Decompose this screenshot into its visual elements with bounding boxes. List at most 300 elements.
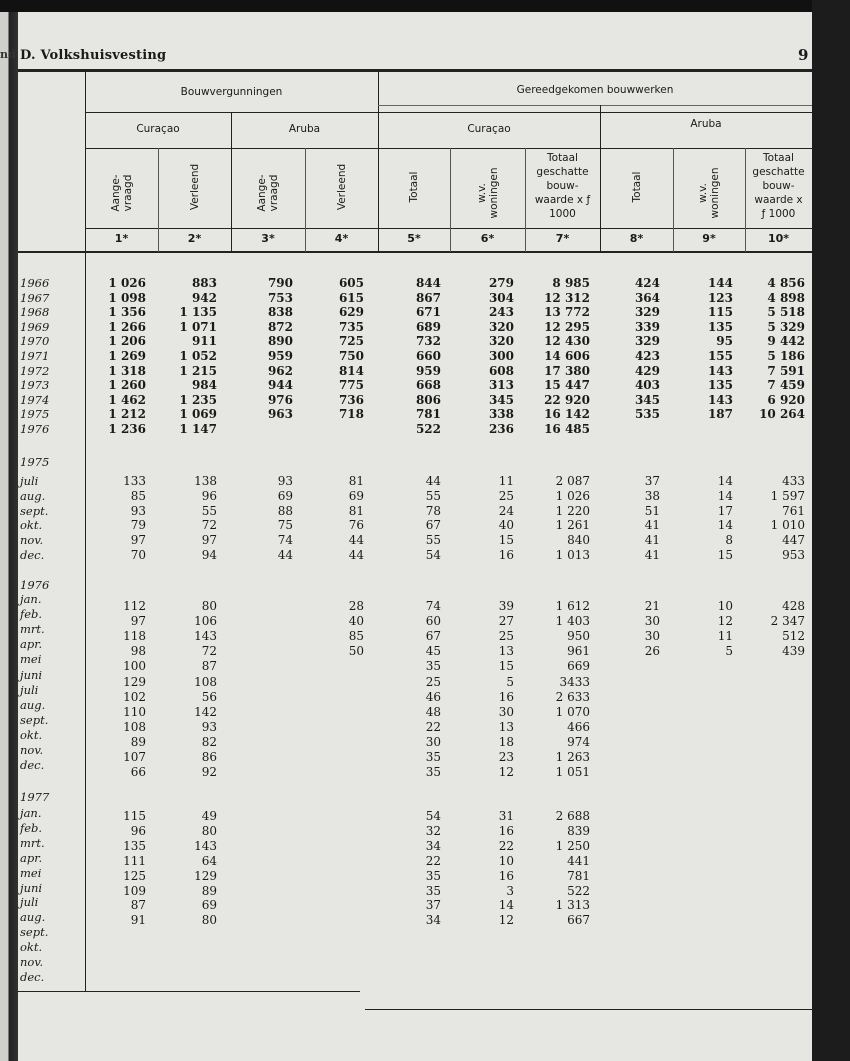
page-number: 9: [798, 46, 809, 64]
row-label: mei: [20, 652, 42, 667]
cell-col-2: 911: [191, 334, 217, 349]
cell-col-2: 87: [201, 659, 217, 674]
cell-col-4: 629: [338, 305, 364, 320]
cell-col-1: 1 098: [108, 290, 146, 305]
cell-col-6: 13: [498, 719, 514, 734]
cell-col-5: 54: [425, 548, 441, 562]
cell-col-1: 1 236: [108, 422, 146, 436]
cell-col-9: 10: [717, 599, 733, 613]
cell-col-1: 109: [123, 883, 146, 898]
cell-col-1: 79: [130, 518, 146, 533]
scan-edge: [812, 0, 850, 1061]
row-label: 1973: [20, 378, 50, 393]
cell-col-7: 781: [567, 868, 590, 883]
sub-aruba-permits: Aruba: [288, 123, 321, 135]
cell-col-8: 41: [644, 548, 660, 562]
cell-col-1: 89: [130, 734, 146, 749]
cell-col-1: 118: [123, 629, 146, 644]
cell-col-1: 85: [130, 488, 146, 503]
cell-col-9: 95: [716, 334, 733, 349]
cell-col-7: 12 312: [544, 290, 590, 305]
cell-col-7: 1 250: [555, 838, 590, 853]
cell-col-9: 14: [717, 474, 733, 488]
cell-col-4: 735: [338, 319, 364, 334]
cell-col-4: 76: [348, 518, 364, 533]
cell-col-6: 14: [498, 898, 514, 913]
cell-col-6: 40: [498, 518, 514, 533]
column-number-7: 7*: [555, 232, 570, 245]
cell-col-7: 12 295: [544, 319, 590, 334]
cell-col-5: 660: [415, 349, 441, 363]
cell-col-7: 1 051: [555, 765, 590, 780]
cell-col-5: 34: [425, 838, 441, 853]
cell-col-10: 6 920: [767, 392, 805, 407]
cell-col-4: 40: [348, 614, 364, 629]
row-label: dec.: [20, 548, 45, 562]
cell-col-5: 35: [425, 765, 441, 780]
cell-col-6: 279: [488, 276, 514, 290]
cell-col-1: 98: [130, 644, 146, 659]
cell-col-10: 761: [782, 503, 805, 518]
row-label: 1968: [20, 305, 50, 320]
cell-col-7: 441: [567, 853, 590, 868]
cell-col-8: 345: [634, 392, 660, 407]
cell-col-8: 403: [634, 378, 660, 393]
cell-col-7: 22 920: [544, 392, 590, 407]
sub-curacao-permits: Curaçao: [136, 123, 180, 135]
row-label: juni: [20, 880, 43, 895]
cell-col-6: 300: [488, 349, 514, 363]
cell-col-2: 80: [201, 913, 217, 928]
cell-col-8: 38: [644, 488, 660, 503]
cell-col-3: 959: [267, 349, 293, 363]
cell-col-4: 50: [348, 644, 364, 659]
cell-col-10: 5 518: [767, 305, 805, 320]
cell-col-7: 1 070: [555, 704, 590, 719]
row-label: okt.: [20, 518, 43, 533]
cell-col-7: 2 688: [555, 809, 590, 823]
cell-col-9: 135: [707, 319, 733, 334]
cell-col-4: 718: [338, 407, 364, 422]
cell-col-6: 5: [506, 674, 514, 689]
cell-col-9: 11: [717, 629, 733, 644]
cell-col-9: 144: [707, 276, 733, 290]
cell-col-4: 81: [348, 474, 364, 488]
cell-col-5: 689: [415, 319, 441, 334]
cell-col-5: 55: [425, 533, 441, 548]
rule: [85, 112, 812, 113]
cell-col-6: 25: [498, 488, 514, 503]
cell-col-5: 48: [425, 704, 441, 719]
top-rule: [18, 69, 812, 72]
cell-col-5: 74: [425, 599, 441, 613]
cell-col-2: 89: [201, 883, 217, 898]
cell-col-10: 4 856: [767, 276, 805, 290]
cell-col-3: 962: [267, 363, 293, 378]
row-label: juli: [20, 895, 39, 910]
cell-col-5: 781: [415, 407, 441, 422]
cell-col-10: 4 898: [767, 290, 805, 305]
column-header-6: w.v. woningen: [475, 167, 500, 219]
cell-col-6: 25: [498, 629, 514, 644]
cell-col-2: 1 052: [179, 349, 217, 363]
cell-col-10: 512: [782, 629, 805, 644]
cell-col-10: 428: [782, 599, 805, 613]
cell-col-9: 155: [707, 349, 733, 363]
sub-aruba-completed: Aruba: [690, 118, 722, 130]
cell-col-9: 8: [725, 533, 733, 548]
cell-col-1: 97: [130, 614, 146, 629]
row-label: aug.: [20, 488, 46, 503]
cell-col-3: 88: [277, 503, 293, 518]
cell-col-6: 16: [498, 548, 514, 562]
cell-col-4: 81: [348, 503, 364, 518]
cell-col-2: 82: [201, 734, 217, 749]
cell-col-6: 338: [488, 407, 514, 422]
cell-col-1: 129: [123, 674, 146, 689]
cell-col-3: 44: [277, 548, 293, 562]
cell-col-5: 668: [415, 378, 441, 393]
cell-col-7: 961: [567, 644, 590, 659]
cell-col-4: 69: [348, 488, 364, 503]
section-heading: 1976: [20, 578, 50, 592]
cell-col-4: 736: [338, 392, 364, 407]
column-number-1: 1*: [114, 232, 129, 245]
cell-col-10: 9 442: [767, 334, 805, 349]
cell-col-4: 750: [338, 349, 364, 363]
cell-col-7: 13 772: [544, 305, 590, 320]
column-header-5: Totaal: [408, 171, 420, 203]
cell-col-7: 522: [567, 883, 590, 898]
cell-col-4: 85: [348, 629, 364, 644]
cell-col-5: 67: [425, 518, 441, 533]
cell-col-6: 320: [488, 319, 514, 334]
cell-col-2: 55: [201, 503, 217, 518]
cell-col-7: 1 013: [555, 548, 590, 562]
cell-col-6: 236: [488, 422, 514, 436]
cell-col-5: 35: [425, 868, 441, 883]
cell-col-7: 15 447: [544, 378, 590, 393]
cell-col-5: 22: [425, 853, 441, 868]
column-number-3: 3*: [261, 232, 275, 245]
cell-col-1: 100: [123, 659, 146, 674]
cell-col-5: 67: [425, 629, 441, 644]
cell-col-2: 143: [194, 838, 217, 853]
cell-col-2: 1 147: [179, 422, 217, 436]
cell-col-3: 753: [267, 290, 293, 305]
cell-col-7: 14 606: [544, 349, 590, 363]
cell-col-1: 110: [123, 704, 146, 719]
cell-col-3: 75: [277, 518, 293, 533]
cell-col-7: 16 485: [544, 422, 590, 436]
cell-col-7: 839: [567, 823, 590, 838]
cell-col-2: 984: [191, 378, 217, 393]
cell-col-2: 138: [194, 474, 217, 488]
cell-col-9: 135: [707, 378, 733, 393]
section-title: D. Volkshuisvesting: [20, 48, 167, 63]
column-number-5: 5*: [407, 232, 421, 245]
row-label: feb.: [20, 607, 43, 622]
column-header-10: Totaal geschatte bouw- waarde x ƒ 1000: [752, 152, 805, 220]
cell-col-3: 976: [267, 392, 293, 407]
cell-col-1: 115: [123, 809, 146, 823]
cell-col-9: 5: [725, 644, 733, 659]
cell-col-7: 1 612: [555, 599, 590, 613]
stub-divider: [85, 72, 86, 992]
cell-col-5: 35: [425, 659, 441, 674]
cell-col-7: 950: [567, 629, 590, 644]
row-label: apr.: [20, 637, 43, 652]
cell-col-2: 56: [201, 689, 217, 704]
cell-col-1: 108: [123, 719, 146, 734]
cell-col-10: 447: [782, 533, 805, 548]
cell-col-1: 93: [130, 503, 146, 518]
cell-col-10: 5 329: [767, 319, 805, 334]
row-label: 1972: [20, 363, 50, 378]
cell-col-7: 8 985: [552, 276, 590, 290]
cell-col-5: 806: [415, 392, 441, 407]
cell-col-7: 17 380: [544, 363, 590, 378]
column-header-2: Verleend: [188, 163, 201, 211]
cell-col-5: 37: [425, 898, 441, 913]
row-label: aug.: [20, 697, 46, 712]
cell-col-9: 115: [707, 305, 733, 320]
cell-col-9: 15: [717, 548, 733, 562]
row-label: mrt.: [20, 622, 45, 637]
cell-col-6: 22: [498, 838, 514, 853]
cell-col-9: 143: [707, 363, 733, 378]
cell-col-4: 725: [338, 334, 364, 349]
cell-col-1: 1 266: [108, 319, 146, 334]
row-label: jan.: [20, 592, 42, 606]
column-number-6: 6*: [480, 232, 495, 245]
cell-col-1: 1 260: [108, 378, 146, 393]
row-label: 1969: [20, 319, 50, 334]
cell-col-2: 64: [201, 853, 217, 868]
row-label: dec.: [20, 969, 45, 984]
cell-col-2: 72: [201, 518, 217, 533]
cell-col-10: 439: [782, 644, 805, 659]
cell-col-2: 1 215: [179, 363, 217, 378]
cell-col-1: 87: [130, 898, 146, 913]
row-label: apr.: [20, 850, 43, 865]
cell-col-10: 1 010: [770, 518, 805, 533]
row-label: 1971: [20, 349, 50, 363]
cell-col-7: 840: [567, 533, 590, 548]
cell-col-6: 24: [498, 503, 514, 518]
cell-col-7: 16 142: [544, 407, 590, 422]
cell-col-2: 106: [194, 614, 217, 629]
row-label: 1975: [20, 407, 50, 422]
cell-col-5: 46: [425, 689, 441, 704]
cell-col-1: 70: [130, 548, 146, 562]
cell-col-7: 669: [567, 659, 590, 674]
cell-col-5: 44: [425, 474, 441, 488]
cell-col-6: 608: [488, 363, 514, 378]
cell-col-2: 96: [201, 488, 217, 503]
row-label: okt.: [20, 727, 43, 742]
cell-col-10: 1 597: [770, 488, 805, 503]
cell-col-7: 3433: [559, 674, 590, 689]
cell-col-3: 69: [277, 488, 293, 503]
cell-col-2: 942: [191, 290, 217, 305]
cell-col-1: 91: [130, 913, 146, 928]
cell-col-2: 1 069: [179, 407, 217, 422]
cell-col-1: 1 462: [108, 392, 146, 407]
row-label: juli: [20, 682, 39, 697]
cell-col-5: 25: [425, 674, 441, 689]
cell-col-5: 54: [425, 809, 441, 823]
cell-col-6: 15: [498, 659, 514, 674]
cell-col-4: 615: [338, 290, 364, 305]
cell-col-1: 97: [130, 533, 146, 548]
cell-col-8: 424: [634, 276, 660, 290]
cell-col-10: 7 591: [767, 363, 805, 378]
cell-col-2: 80: [201, 823, 217, 838]
section-heading: 1977: [20, 790, 50, 804]
cell-col-8: 339: [634, 319, 660, 334]
cell-col-5: 60: [425, 614, 441, 629]
cell-col-8: 30: [644, 629, 660, 644]
cell-col-10: 2 347: [770, 614, 805, 629]
cell-col-8: 37: [644, 474, 660, 488]
cell-col-7: 2 633: [555, 689, 590, 704]
row-label: 1967: [20, 290, 50, 305]
row-label: juli: [20, 474, 39, 488]
cell-col-2: 883: [191, 276, 217, 290]
cell-col-6: 12: [498, 913, 514, 928]
section-heading: 1975: [20, 455, 50, 469]
cell-col-2: 108: [194, 674, 217, 689]
cell-col-1: 1 026: [108, 276, 146, 290]
cell-col-3: 74: [277, 533, 293, 548]
column-number-10: 10*: [767, 232, 790, 245]
cell-col-5: 844: [415, 276, 441, 290]
cell-col-8: 21: [644, 599, 660, 613]
cell-col-8: 329: [634, 334, 660, 349]
sub-curacao-completed: Curaçao: [467, 123, 511, 135]
cell-col-5: 55: [425, 488, 441, 503]
cell-col-5: 30: [425, 734, 441, 749]
row-label: sept.: [20, 925, 49, 940]
cell-col-4: 814: [338, 363, 364, 378]
cell-col-3: 872: [267, 319, 293, 334]
cell-col-10: 433: [782, 474, 805, 488]
cell-col-2: 1 071: [179, 319, 217, 334]
cell-col-1: 125: [123, 868, 146, 883]
cell-col-9: 17: [717, 503, 733, 518]
cell-col-6: 16: [498, 689, 514, 704]
row-label: nov.: [20, 533, 44, 548]
column-number-2: 2*: [187, 232, 202, 245]
cell-col-6: 23: [498, 750, 514, 764]
cell-col-5: 732: [415, 334, 441, 349]
cell-col-9: 143: [707, 392, 733, 407]
cell-col-2: 97: [201, 533, 217, 548]
cell-col-1: 1 318: [108, 363, 146, 378]
column-header-4: Verleend: [335, 163, 348, 211]
cell-col-9: 12: [717, 614, 733, 629]
cell-col-6: 18: [498, 734, 514, 749]
row-label: nov.: [20, 955, 44, 969]
cell-col-3: 93: [277, 474, 293, 488]
cell-col-1: 112: [123, 599, 146, 613]
cell-col-8: 329: [634, 305, 660, 320]
column-header-9: w.v. woningen: [697, 167, 721, 219]
cell-col-9: 123: [707, 290, 733, 305]
cell-col-6: 11: [498, 474, 514, 488]
cell-col-8: 535: [634, 407, 660, 422]
cell-col-1: 1 269: [108, 349, 146, 363]
cell-col-2: 49: [201, 809, 217, 823]
row-label: 1976: [20, 422, 50, 436]
row-label: nov.: [20, 743, 44, 757]
cell-col-6: 31: [498, 809, 514, 823]
cell-col-7: 667: [567, 913, 590, 928]
column-header-8: Totaal: [630, 171, 643, 203]
cell-col-8: 429: [634, 363, 660, 378]
cell-col-7: 974: [567, 734, 590, 749]
column-number-8: 8*: [629, 232, 644, 245]
cell-col-7: 2 087: [555, 474, 590, 488]
cell-col-6: 3: [506, 883, 514, 898]
edge-fragment: nd: [0, 48, 16, 61]
cell-col-6: 15: [498, 533, 514, 548]
row-label: 1974: [20, 392, 50, 407]
cell-col-4: 28: [348, 599, 364, 613]
row-label: sept.: [20, 503, 49, 518]
cell-col-6: 13: [498, 644, 514, 659]
cell-col-2: 80: [201, 599, 217, 613]
cell-col-2: 92: [201, 765, 217, 780]
binding-edge: [0, 12, 18, 1061]
cell-col-7: 1 403: [555, 614, 590, 629]
cell-col-2: 72: [201, 644, 217, 659]
cell-col-9: 14: [717, 488, 733, 503]
cell-col-7: 1 261: [555, 518, 590, 533]
cell-col-6: 27: [498, 614, 514, 629]
row-label: 1966: [20, 276, 50, 290]
cell-col-4: 44: [348, 533, 364, 548]
cell-col-10: 7 459: [767, 378, 805, 393]
group-bouwvergunningen: Bouwvergunningen: [180, 86, 283, 98]
cell-col-2: 1 235: [179, 392, 217, 407]
cell-col-3: 944: [267, 378, 293, 393]
cell-col-6: 345: [488, 392, 514, 407]
cell-col-1: 133: [123, 474, 146, 488]
column-number-9: 9*: [702, 232, 716, 245]
cell-col-1: 1 212: [108, 407, 146, 422]
cell-col-10: 953: [782, 548, 805, 562]
cell-col-1: 66: [130, 765, 146, 780]
row-label: sept.: [20, 712, 49, 727]
cell-col-5: 35: [425, 883, 441, 898]
column-header-3: Aange- vraagd: [256, 174, 280, 212]
cell-col-2: 94: [201, 548, 217, 562]
cell-col-6: 243: [488, 305, 514, 320]
row-label: dec.: [20, 758, 45, 773]
row-label: feb.: [20, 820, 43, 835]
cell-col-1: 107: [123, 750, 146, 764]
cell-col-2: 1 135: [179, 305, 217, 320]
cell-col-1: 102: [123, 689, 146, 704]
cell-col-7: 466: [567, 719, 590, 734]
header-bottom-rule: [18, 251, 812, 253]
bottom-rule: [365, 1009, 812, 1010]
cell-col-9: 14: [717, 518, 733, 533]
column-number-4: 4*: [334, 232, 349, 245]
cell-col-5: 522: [415, 422, 441, 436]
